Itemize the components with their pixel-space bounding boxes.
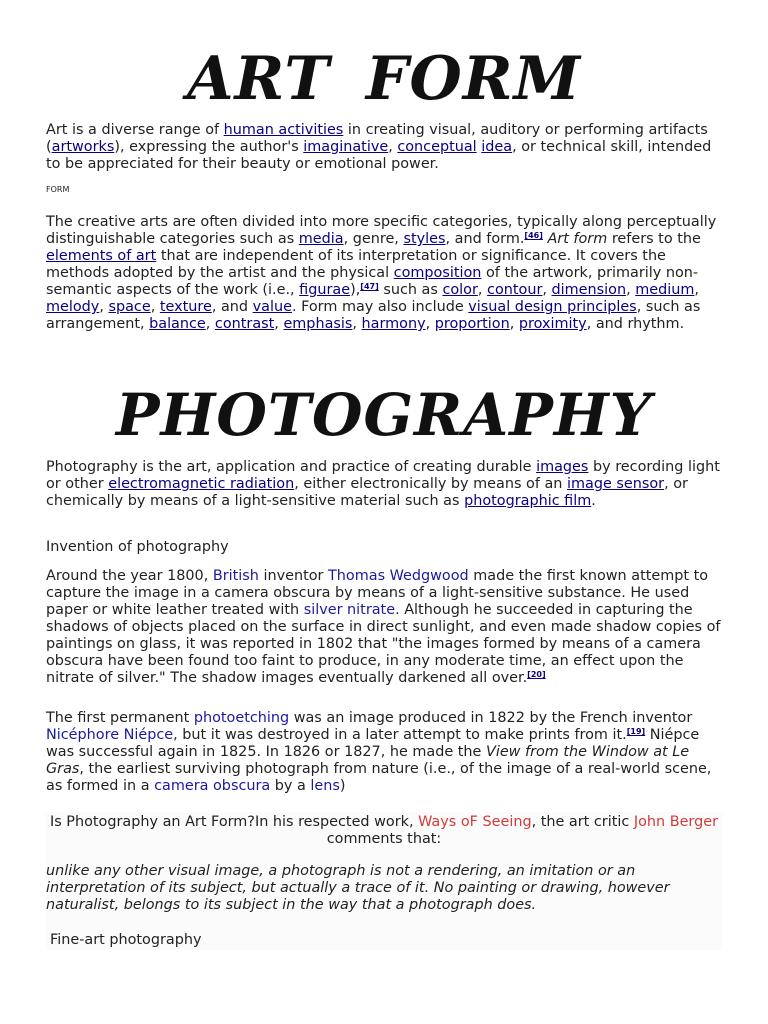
link-photographic-film[interactable]: photographic film <box>464 493 592 509</box>
text: . <box>591 493 596 509</box>
text: ) <box>339 778 346 794</box>
text: made the first known attempt to capture the image in a camera obscura by means of a light-sensitive substance. He used paper or white leather treated with <box>46 568 709 618</box>
link-camera-obscura[interactable]: camera obscura <box>154 778 271 794</box>
link-human-activities[interactable]: human activities <box>223 122 344 138</box>
link-nicephore-niepce[interactable]: Nicéphore Niépce <box>46 727 174 743</box>
text: , <box>626 282 636 298</box>
question-paragraph <box>46 814 722 848</box>
text: , genre, <box>343 231 404 247</box>
link-elements-of-art[interactable]: elements of art <box>46 248 157 264</box>
text: , the earliest surviving photograph from nature (i.e., of the image of a real-world scene, as formed in a <box>46 761 712 794</box>
link-emphasis[interactable]: emphasis <box>283 316 353 332</box>
link-contrast[interactable]: contrast <box>214 316 275 332</box>
text: comments that: <box>326 831 442 847</box>
link-lens[interactable]: lens <box>310 778 340 794</box>
link-visual-design-principles[interactable]: visual design principles <box>468 299 637 315</box>
text: refers to the <box>607 231 701 247</box>
text: , either electronically by means of an <box>294 476 567 492</box>
text: , or technical skill, intended to be appreciated for their beauty or emotional power. <box>46 139 712 172</box>
text: Around the year 1800, <box>46 568 213 584</box>
link-figurae[interactable]: figurae <box>299 282 351 298</box>
link-contour[interactable]: contour <box>487 282 543 298</box>
citation-19[interactable]: [19] <box>626 727 646 736</box>
invention-heading: Invention of photography <box>46 539 229 555</box>
text: , <box>274 316 284 332</box>
link-image-sensor[interactable]: image sensor <box>567 476 665 492</box>
text: of the artwork, primarily non-semantic aspects of the work (i.e., <box>46 265 699 298</box>
link-john-berger[interactable]: John Berger <box>633 814 718 830</box>
link-dimension[interactable]: dimension <box>551 282 627 298</box>
photography-intro-paragraph <box>46 459 726 510</box>
wedgwood-paragraph <box>46 568 726 687</box>
text: Art is a diverse range of <box>46 122 224 138</box>
text: , <box>694 282 699 298</box>
link-space[interactable]: space <box>108 299 151 315</box>
link-thomas-wedgwood[interactable]: Thomas Wedgwood <box>328 568 469 584</box>
text: . Form may also include <box>291 299 469 315</box>
photography-title: PHOTOGRAPHY <box>115 381 653 449</box>
link-media[interactable]: media <box>298 231 344 247</box>
link-electromagnetic-radiation[interactable]: electromagnetic radiation <box>108 476 295 492</box>
text: , or chemically by means of a light-sensitive material such as <box>46 476 688 509</box>
creative-arts-paragraph <box>46 214 726 333</box>
text: , but it was destroyed in a later attempt to make prints from it. <box>173 727 627 743</box>
link-idea[interactable]: idea <box>481 139 513 155</box>
art-intro-paragraph <box>46 122 726 173</box>
text: , <box>509 316 519 332</box>
link-ways-of-seeing[interactable]: Ways oF Seeing <box>418 814 532 830</box>
link-british[interactable]: British <box>212 568 259 584</box>
link-medium[interactable]: medium <box>635 282 695 298</box>
link-imaginative[interactable]: imaginative <box>303 139 389 155</box>
text: that are independent of its interpretation or significance. It covers the methods adopted by the artist and the physical <box>46 248 666 281</box>
text: , <box>388 139 398 155</box>
text: in creating visual, auditory or performing artifacts ( <box>46 122 708 155</box>
text: , <box>542 282 552 298</box>
text: was an image produced in 1822 by the French inventor <box>289 710 693 726</box>
link-images[interactable]: images <box>536 459 589 475</box>
link-balance[interactable]: balance <box>149 316 206 332</box>
text: . Although he succeeded in capturing the shadows of objects placed on the surface in direct sunlight, and even made shadow copies of paintings on glass, it was reported in 1802 that "the images formed by means of a camera obscura have been found too faint to produce, in any moderate time, an effect upon the nitrate of silver." The shadow images eventually darkened all over. <box>46 602 721 686</box>
text: , and form. <box>445 231 525 247</box>
citation-20[interactable]: [20] <box>527 670 546 679</box>
link-artworks[interactable]: artworks <box>51 139 115 155</box>
link-color[interactable]: color <box>442 282 478 298</box>
text: such as <box>378 282 443 298</box>
text: Photography is the art, application and practice of creating durable <box>46 459 537 475</box>
link-proportion[interactable]: proportion <box>434 316 510 332</box>
text: , <box>205 316 215 332</box>
link-melody[interactable]: melody <box>46 299 100 315</box>
text: inventor <box>258 568 329 584</box>
text: , <box>150 299 160 315</box>
text: by a <box>270 778 311 794</box>
text: , the art critic <box>531 814 634 830</box>
link-conceptual[interactable]: conceptual <box>397 139 477 155</box>
quote-text: unlike any other visual image, a photograph is not a rendering, an imitation or an interpretation of its subject, but actually a trace of it. No painting or drawing, however naturalist, belongs to its subject in the way that a photograph does. <box>46 863 670 913</box>
link-photoetching[interactable]: photoetching <box>193 710 290 726</box>
text: by recording light or other <box>46 459 720 492</box>
text: , <box>425 316 435 332</box>
link-proximity[interactable]: proximity <box>518 316 587 332</box>
text: ), <box>350 282 361 298</box>
text: Is Photography an Art Form?In his respected work, <box>49 814 419 830</box>
citation-46[interactable]: [46] <box>524 231 543 240</box>
text: , and rhythm. <box>586 316 685 332</box>
text: , <box>477 282 488 298</box>
link-styles[interactable]: styles <box>403 231 446 247</box>
text: , and <box>211 299 253 315</box>
text: , such as arrangement, <box>46 299 701 332</box>
text: , <box>352 316 362 332</box>
text: ), expressing the author's <box>114 139 304 155</box>
link-texture[interactable]: texture <box>159 299 212 315</box>
art-form-term: Art form <box>547 231 608 247</box>
citation-47[interactable]: [47] <box>360 282 379 291</box>
text: The first permanent <box>46 710 194 726</box>
berger-quote <box>46 863 726 914</box>
link-value[interactable]: value <box>252 299 292 315</box>
text: , <box>99 299 109 315</box>
art-form-title: ART FORM <box>186 44 582 114</box>
text: The creative arts are often divided into more specific categories, typically along perceptually distinguishable categories such as <box>46 214 717 247</box>
fine-art-heading: Fine-art photography <box>50 932 202 948</box>
niepce-paragraph <box>46 710 726 795</box>
link-silver-nitrate[interactable]: silver nitrate <box>303 602 396 618</box>
link-view-from-window-le-gras[interactable]: View from the Window at Le Gras <box>46 744 690 777</box>
link-harmony[interactable]: harmony <box>361 316 426 332</box>
form-label: FORM <box>46 185 70 194</box>
link-composition[interactable]: composition <box>393 265 482 281</box>
text: Niépce was successful again in 1825. In 1826 or 1827, he made the <box>46 727 700 760</box>
